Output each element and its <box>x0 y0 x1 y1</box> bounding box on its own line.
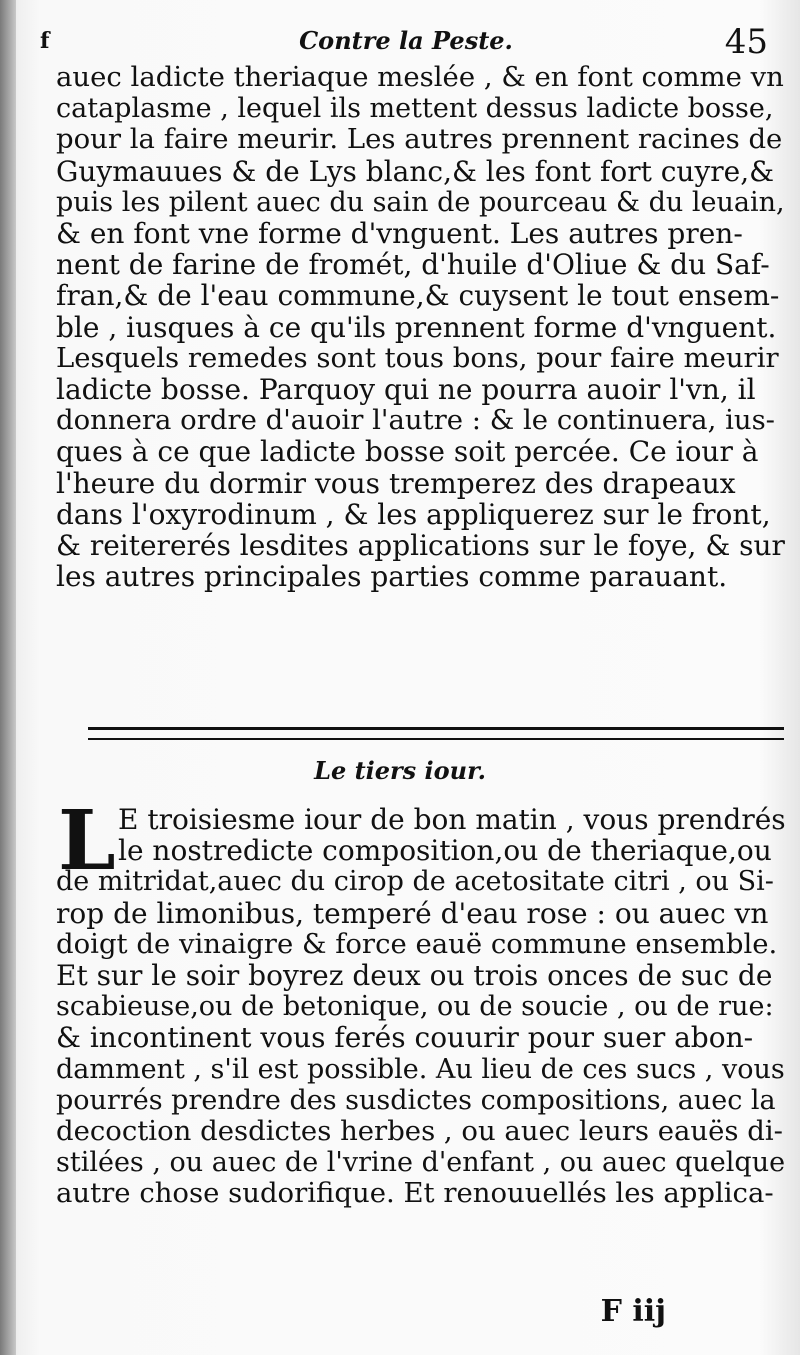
text-line: les autres principales parties comme parauant. <box>56 560 728 594</box>
text-line: & en font vne forme d'vnguent. Les autres pren- <box>56 217 743 251</box>
paragraph-third-day <box>56 793 786 1210</box>
text-line: Lesquels remedes sont tous bons, pour faire meurir <box>56 341 779 374</box>
text-line: pour la faire meurir. Les autres prennent racines de <box>56 123 783 156</box>
text-line: decoction desdictes herbes , ou auec leurs eauës di- <box>56 1115 783 1148</box>
text-line: cataplasme , lequel ils mettent dessus ladicte bosse, <box>56 93 774 125</box>
text-line: E troisiesme iour de bon matin , vous prendrés <box>118 803 786 836</box>
drop-cap: L <box>58 793 116 889</box>
text-line: & reitererés lesdites applications sur le foye, & sur <box>56 529 785 563</box>
text-line: l'heure du dormir vous tremperez des drapeaux <box>56 466 736 500</box>
section-heading: Le tiers iour. <box>314 756 486 785</box>
text-line: damment , s'il est possible. Au lieu de ces sucs , vous <box>56 1053 785 1085</box>
text-line: autre chose sudorifique. Et renouuellés les applica- <box>56 1177 774 1210</box>
text-line: puis les pilent auec du sain de pourceau & du leuain, <box>56 186 785 218</box>
text-line: ladicte bosse. Parquoy qui ne pourra auoir l'vn, il <box>56 373 756 407</box>
text-line: le nostredicte composition,ou de theriaque,ou <box>118 834 772 868</box>
text-line: rop de limonibus, temperé d'eau rose : ou auec vn <box>56 896 769 930</box>
text-line: auec ladicte theriaque meslée , & en font comme vn <box>56 61 784 93</box>
text-line: ques à ce que ladicte bosse soit percée. Ce iour à <box>56 435 759 469</box>
signature-mark: F iij <box>600 1294 666 1329</box>
text-line: doigt de vinaigre & force eauë commune ensemble. <box>56 927 778 960</box>
text-line: nent de farine de fromét, d'huile d'Oliue & du Saf- <box>56 248 770 282</box>
text-line: de mitridat,auec du cirop de acetositate citri , ou Si- <box>56 866 774 898</box>
text-line: donnera ordre d'auoir l'autre : & le continuera, ius- <box>56 404 775 437</box>
text-line: ble , iusques à ce qu'ils prennent forme d'vnguent. <box>56 310 777 344</box>
running-title: Contre la Peste. <box>299 26 513 55</box>
book-spine <box>0 0 16 1355</box>
text-line: & incontinent vous ferés couurir pour suer abon- <box>56 1021 754 1055</box>
section-divider <box>88 727 784 740</box>
text-line: scabieuse,ou de betonique, ou de soucie , ou de rue: <box>56 991 774 1023</box>
paragraph-continued <box>56 62 786 592</box>
text-line: dans l'oxyrodinum , & les appliquerez sur le front, <box>56 497 771 531</box>
text-line: pourrés prendre des susdictes compositions, auec la <box>56 1084 776 1116</box>
header-mark: f <box>40 28 50 54</box>
text-line: Guymauues & de Lys blanc,& les font fort cuyre,& <box>56 154 775 188</box>
text-line: fran,& de l'eau commune,& cuysent le tout ensem- <box>56 279 780 313</box>
text-line: Et sur le soir boyrez deux ou trois onces de suc de <box>56 959 773 993</box>
page-number: 45 <box>724 22 768 62</box>
text-line: stilées , ou auec de l'vrine d'enfant , ou auec quelque <box>56 1147 786 1179</box>
